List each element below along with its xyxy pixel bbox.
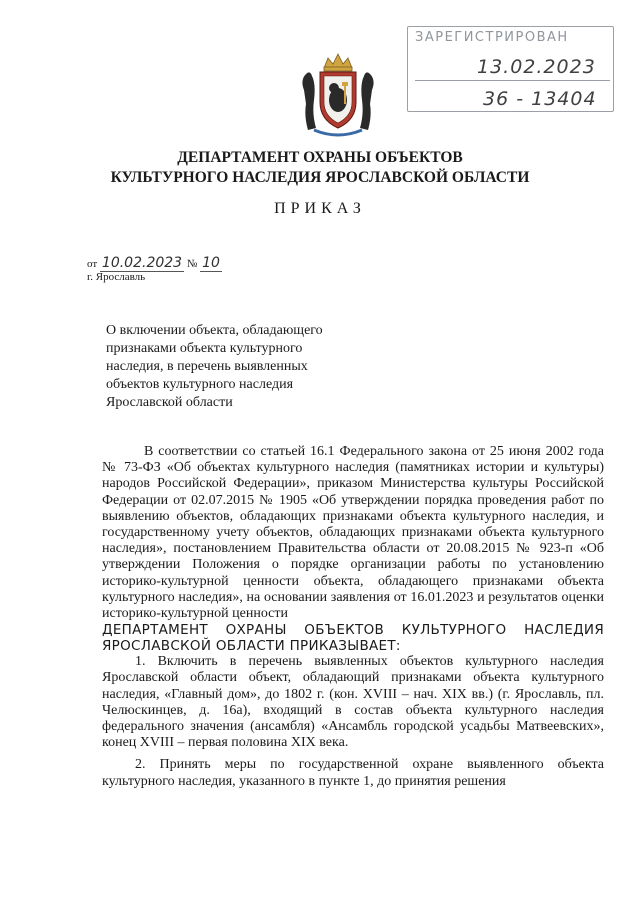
order-item-2: 2. Принять меры по государственной охране выявленного объекта культурного наследия, указанного в пункте 1, до принятия решения <box>102 757 604 789</box>
department-name-line2: КУЛЬТУРНОГО НАСЛЕДИЯ ЯРОСЛАВСКОЙ ОБЛАСТИ <box>110 169 530 186</box>
order-subject: О включении объекта, обладающего признаками объекта культурного наследия, в перечень выявленных объектов культурного наследия Ярославской области <box>106 323 323 410</box>
order-body <box>102 444 604 790</box>
order-item-1: 1. Включить в перечень выявленных объектов культурного наследия Ярославской области объект, обладающий признаками объекта культурного наследия, «Главный дом», до 1802 г. (кон. XVIII – нач. XIX вв.) (г. Ярославль, пл. Челюскинцев, д. 16а), входящий в состав объекта культурного наследия федерального значения (ансамбля) «Ансамбль городской усадьбы Матвеевских», конец XVIII – первая половина XIX века. <box>102 654 604 751</box>
stamp-title: ЗАРЕГИСТРИРОВАН <box>415 30 569 45</box>
stamp-date: 13.02.2023 <box>477 56 596 78</box>
yaroslavl-coat-of-arms-icon <box>298 50 378 138</box>
preamble-paragraph: В соответствии со статьей 16.1 Федерального закона от 25 июня 2002 года № 73-ФЗ «Об объектах культурного наследия (памятниках истории и культуры) народов Российской Федерации», приказом Министерства культуры Российской Федерации от 02.07.2015 № 1905 «Об утверждении порядка проведения работ по выявлению объектов, обладающих признаками объекта культурного наследия, и государственному учету объектов, обладающих признаками объекта культурного наследия», постановлением Правительства области от 20.08.2015 № 923-п «Об утверждении Положения о порядке организации работы по установлению историко-культурной ценности объекта, обладающего признаками объекта культурного наследия», на основании заявления от 16.01.2023 и результатов оценки историко-культурной ценности <box>102 444 604 622</box>
stamp-number: 36 - 13404 <box>483 88 597 110</box>
order-number: 10 <box>202 255 220 271</box>
order-date: 10.02.2023 <box>101 255 183 271</box>
order-city: г. Ярославль <box>87 271 146 283</box>
registration-stamp <box>397 22 629 122</box>
from-label: от <box>87 258 98 270</box>
order-date-number <box>87 255 222 271</box>
number-label: № <box>186 258 198 270</box>
document-type: ПРИКАЗ <box>274 200 366 217</box>
department-name-line1: ДЕПАРТАМЕНТ ОХРАНЫ ОБЪЕКТОВ <box>177 149 463 166</box>
orders-heading: ДЕПАРТАМЕНТ ОХРАНЫ ОБЪЕКТОВ КУЛЬТУРНОГО НАСЛЕДИЯ ЯРОСЛАВСКОЙ ОБЛАСТИ ПРИКАЗЫВАЕТ: <box>102 622 604 655</box>
